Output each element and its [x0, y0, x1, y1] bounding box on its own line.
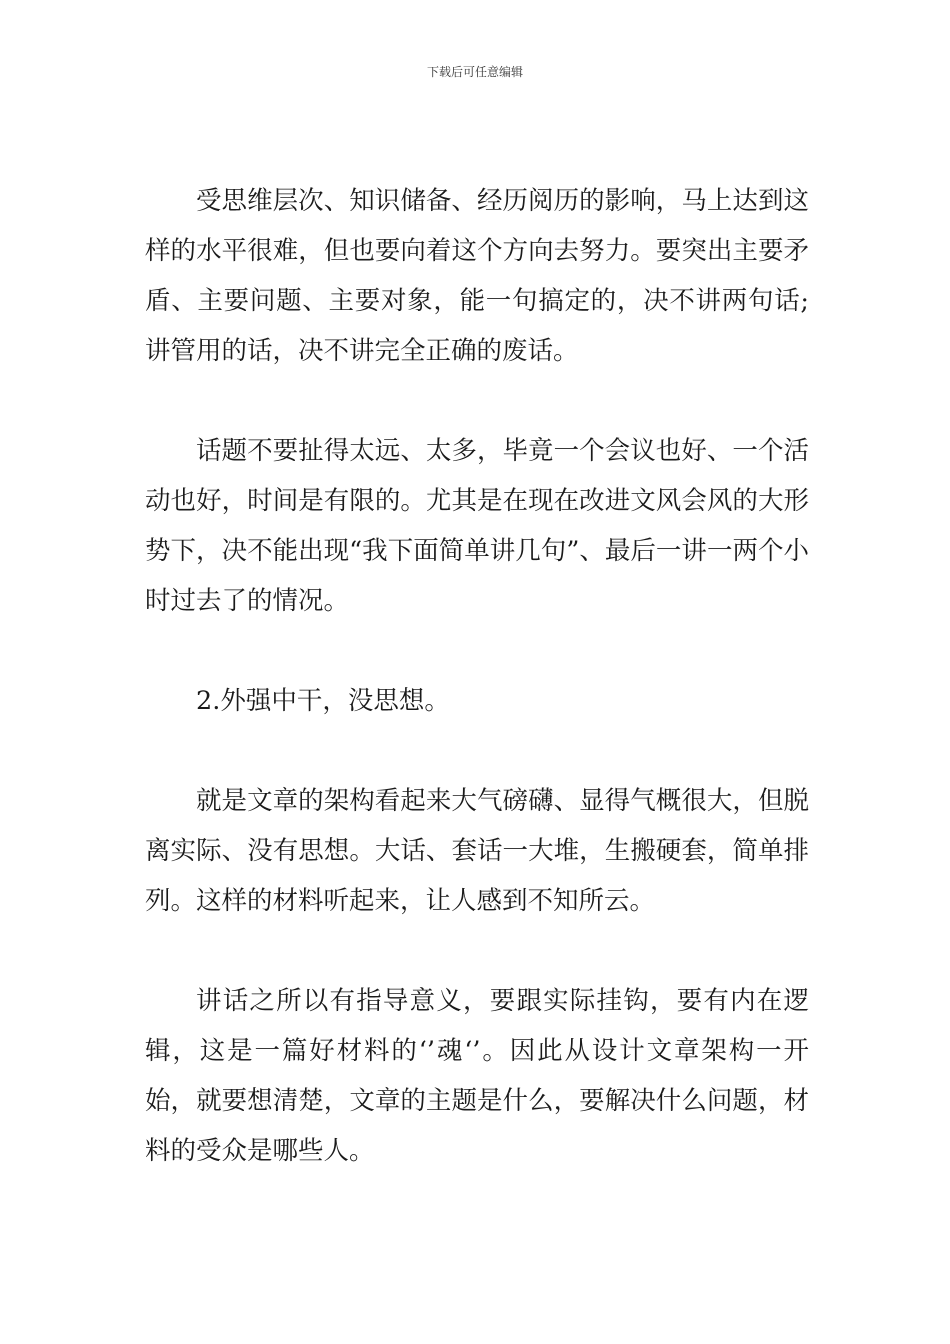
- paragraph-1: 受思维层次、知识储备、经历阅历的影响，马上达到这样的水平很难，但也要向着这个方向去努力。要突出主要矛盾、主要问题、主要对象，能一句搞定的，决不讲两句话;讲管用的话，决不讲完全正确的废话。: [145, 186, 809, 366]
- section-heading: 2.外强中干，没思想。: [196, 686, 450, 716]
- paragraph-3: 就是文章的架构看起来大气磅礴、显得气概很大，但脱离实际、没有思想。大话、套话一大堆，生搬硬套，简单排列。这样的材料听起来，让人感到不知所云。: [145, 786, 809, 916]
- document-body: [145, 176, 809, 1226]
- paragraph-2: 话题不要扯得太远、太多，毕竟一个会议也好、一个活动也好，时间是有限的。尤其是在现在改进文风会风的大形势下，决不能出现“我下面简单讲几句”、最后一讲一两个小时过去了的情况。: [145, 436, 809, 616]
- paragraph-4: 讲话之所以有指导意义，要跟实际挂钩，要有内在逻辑，这是一篇好材料的‘’魂‘’。因此从设计文章架构一开始，就要想清楚，文章的主题是什么，要解决什么问题，材料的受众是哪些人。: [145, 986, 809, 1166]
- page-header: 下载后可任意编辑: [426, 65, 523, 79]
